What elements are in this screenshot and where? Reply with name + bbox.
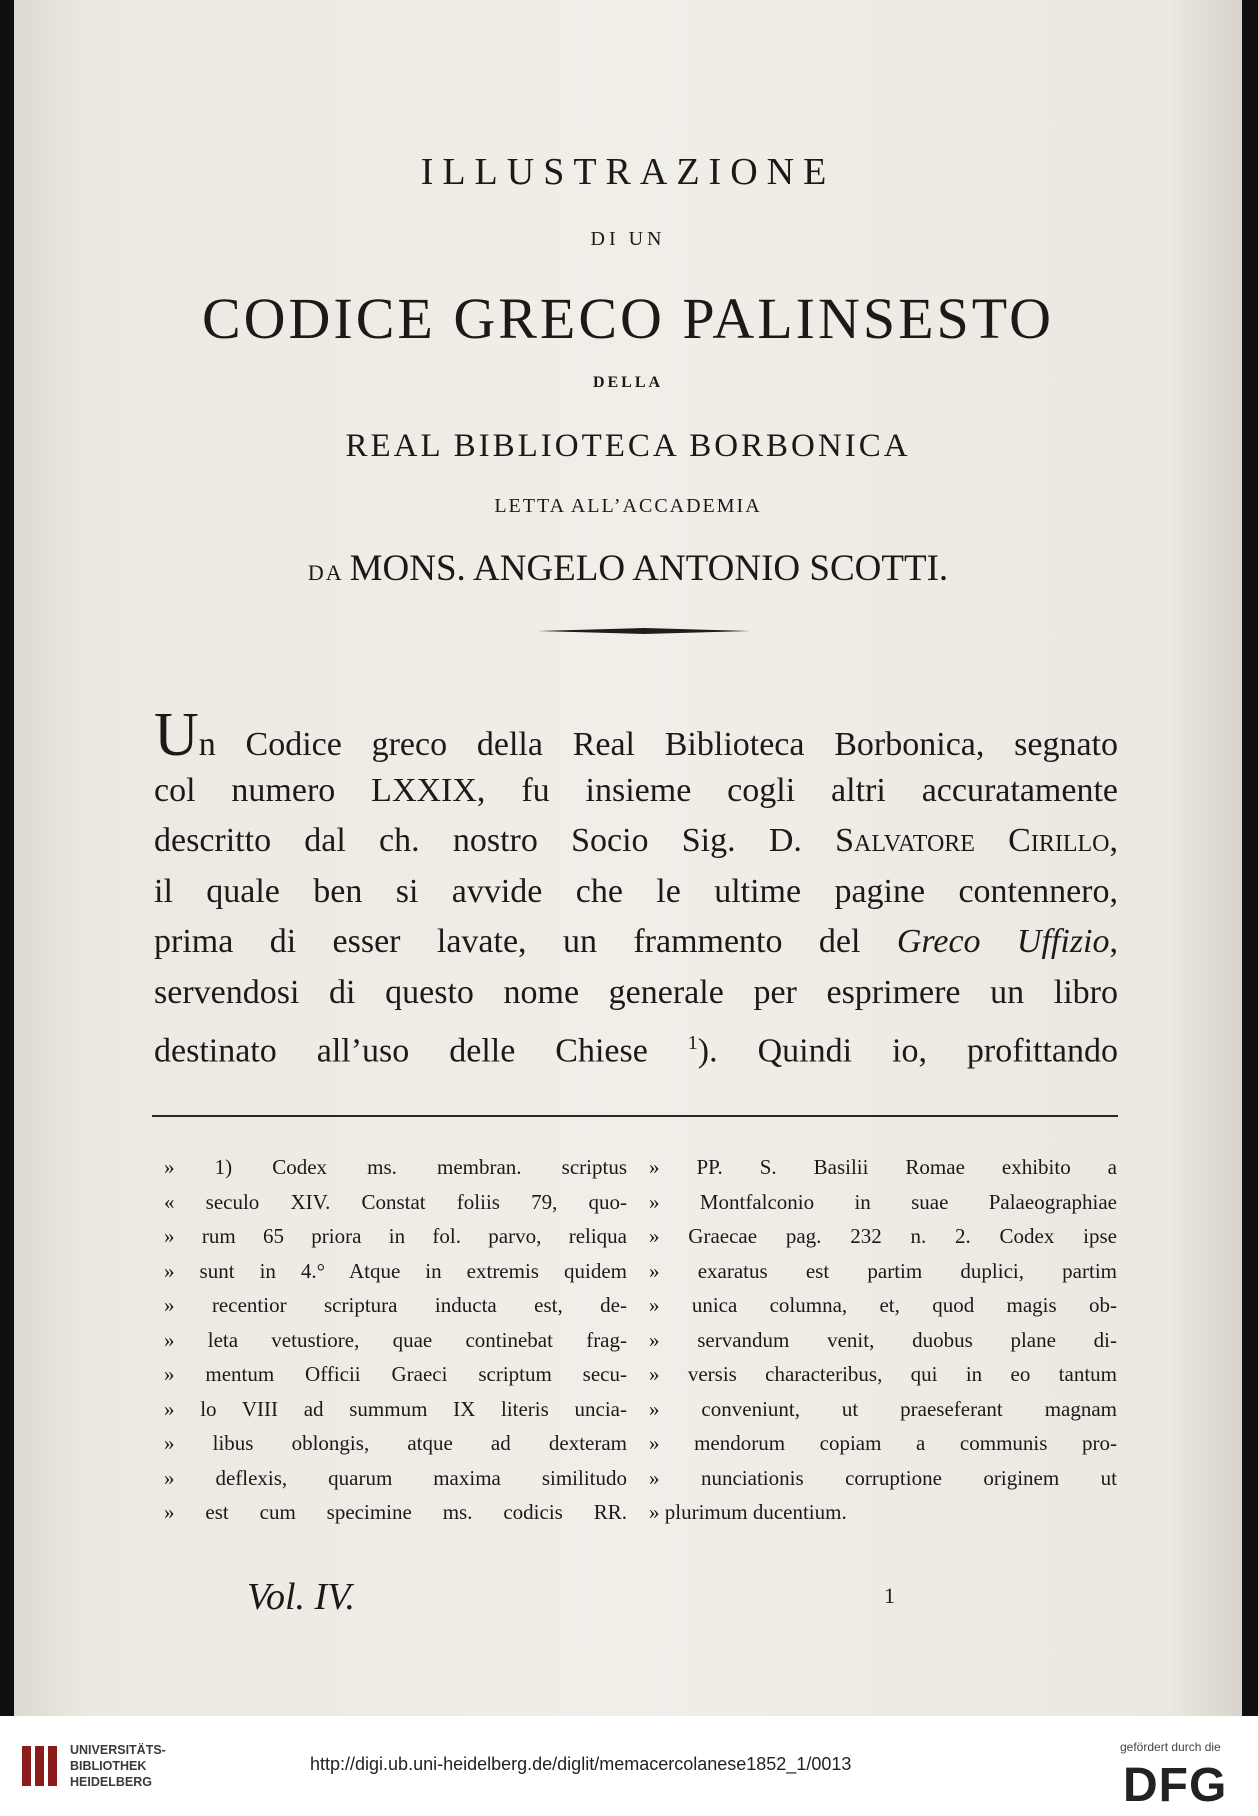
person-name: Salvatore Cirillo,	[835, 822, 1118, 859]
volume-signature: Vol. IV.	[247, 1576, 356, 1618]
footnote-right-column	[649, 1150, 1117, 1530]
title-codice-greco: CODICE GRECO PALINSESTO	[201, 286, 1055, 351]
footer-bar	[0, 1716, 1258, 1816]
footnote-line: » lo VIII ad summum IX literis uncia-	[164, 1396, 627, 1421]
footnote-line: » recentior scriptura inducta est, de-	[164, 1293, 627, 1317]
footnote-left-column	[164, 1150, 627, 1530]
body-paragraph	[154, 701, 1118, 1070]
body-line: servendosi di questo nome generale per esprimere un libro	[154, 973, 1118, 1011]
footnote-reference: 1	[687, 1032, 698, 1054]
library-name: UNIVERSITÄTS- BIBLIOTHEK HEIDELBERG	[70, 1743, 166, 1789]
body-line: Un Codice greco della Real Biblioteca Borbonica, segnato	[154, 701, 1118, 769]
page-paper	[14, 0, 1242, 1716]
body-line: col numero LXXIX, fu insieme cogli altri accuratamente	[154, 771, 1118, 809]
dfg-logo: DFG	[1123, 1759, 1228, 1812]
footnote-line: » plurimum ducentium.	[649, 1500, 847, 1524]
funded-by-label: gefördert durch die	[1120, 1740, 1221, 1754]
footnote-line: » PP. S. Basilii Romae exhibito a	[649, 1155, 1117, 1179]
footnote-line: « seculo XIV. Constat foliis 79, quo-	[164, 1189, 627, 1214]
footnote-line: » rum 65 priora in fol. parvo, reliqua	[164, 1224, 627, 1248]
footnote-line: » unica columna, et, quod magis ob-	[649, 1293, 1117, 1317]
author-prefix: DA	[307, 560, 344, 585]
title-illustrazione: ILLUSTRAZIONE	[420, 151, 836, 193]
author-line	[14, 547, 1242, 590]
title-della: DELLA	[592, 374, 664, 391]
footnote-line: » leta vetustiore, quae continebat frag-	[164, 1327, 627, 1352]
footnote-line: » Graecae pag. 232 n. 2. Codex ipse	[649, 1224, 1117, 1248]
footnote-line: » 1) Codex ms. membran. scriptus	[164, 1155, 627, 1179]
footnote-line: » libus oblongis, atque ad dexteram	[164, 1431, 627, 1455]
ornament-rule	[538, 627, 750, 635]
footnote-line: » mendorum copiam a communis pro-	[649, 1431, 1117, 1455]
footnote-line: » conveniunt, ut praeseferant magnam	[649, 1396, 1117, 1421]
title-di-un: DI UN	[590, 228, 666, 250]
footnote-line: » servandum venit, duobus plane di-	[649, 1327, 1117, 1352]
footnote-line: » mentum Officii Graeci scriptum secu-	[164, 1362, 627, 1386]
footnote-line: » exaratus est partim duplici, partim	[649, 1258, 1117, 1283]
italic-term: Greco Uffizio	[896, 923, 1110, 960]
footnote-line: » est cum specimine ms. codicis RR.	[164, 1500, 627, 1524]
footnote-line: » deflexis, quarum maxima similitudo	[164, 1465, 627, 1490]
footnote-line: » Montfalconio in suae Palaeographiae	[649, 1189, 1117, 1214]
footnote-line: » sunt in 4.° Atque in extremis quidem	[164, 1258, 627, 1283]
footnote-line: » versis characteribus, qui in eo tantum	[649, 1362, 1117, 1386]
permalink-url[interactable]: http://digi.ub.uni-heidelberg.de/diglit/memacercolanese1852_1/0013	[310, 1754, 852, 1774]
drop-initial: U	[154, 701, 199, 769]
university-library-logo-icon	[20, 1742, 62, 1790]
title-biblioteca: REAL BIBLIOTECA BORBONICA	[345, 428, 911, 464]
body-line: descritto dal ch. nostro Socio Sig. D. Salvatore Cirillo,	[154, 822, 1118, 859]
footnote-rule	[152, 1115, 1118, 1117]
page-number: 1	[884, 1583, 895, 1608]
body-line: prima di esser lavate, un frammento del Greco Uffizio,	[154, 923, 1118, 960]
body-line: destinato all’uso delle Chiese $^1$). Quindi io, profittando	[154, 1032, 1118, 1070]
title-letta: LETTA ALL’ACCADEMIA	[494, 495, 762, 517]
footnote-line: » nunciationis corruptione originem ut	[649, 1465, 1117, 1490]
author-name: MONS. ANGELO ANTONIO SCOTTI.	[349, 548, 949, 589]
body-line: il quale ben si avvide che le ultime pagine contennero,	[154, 872, 1118, 910]
